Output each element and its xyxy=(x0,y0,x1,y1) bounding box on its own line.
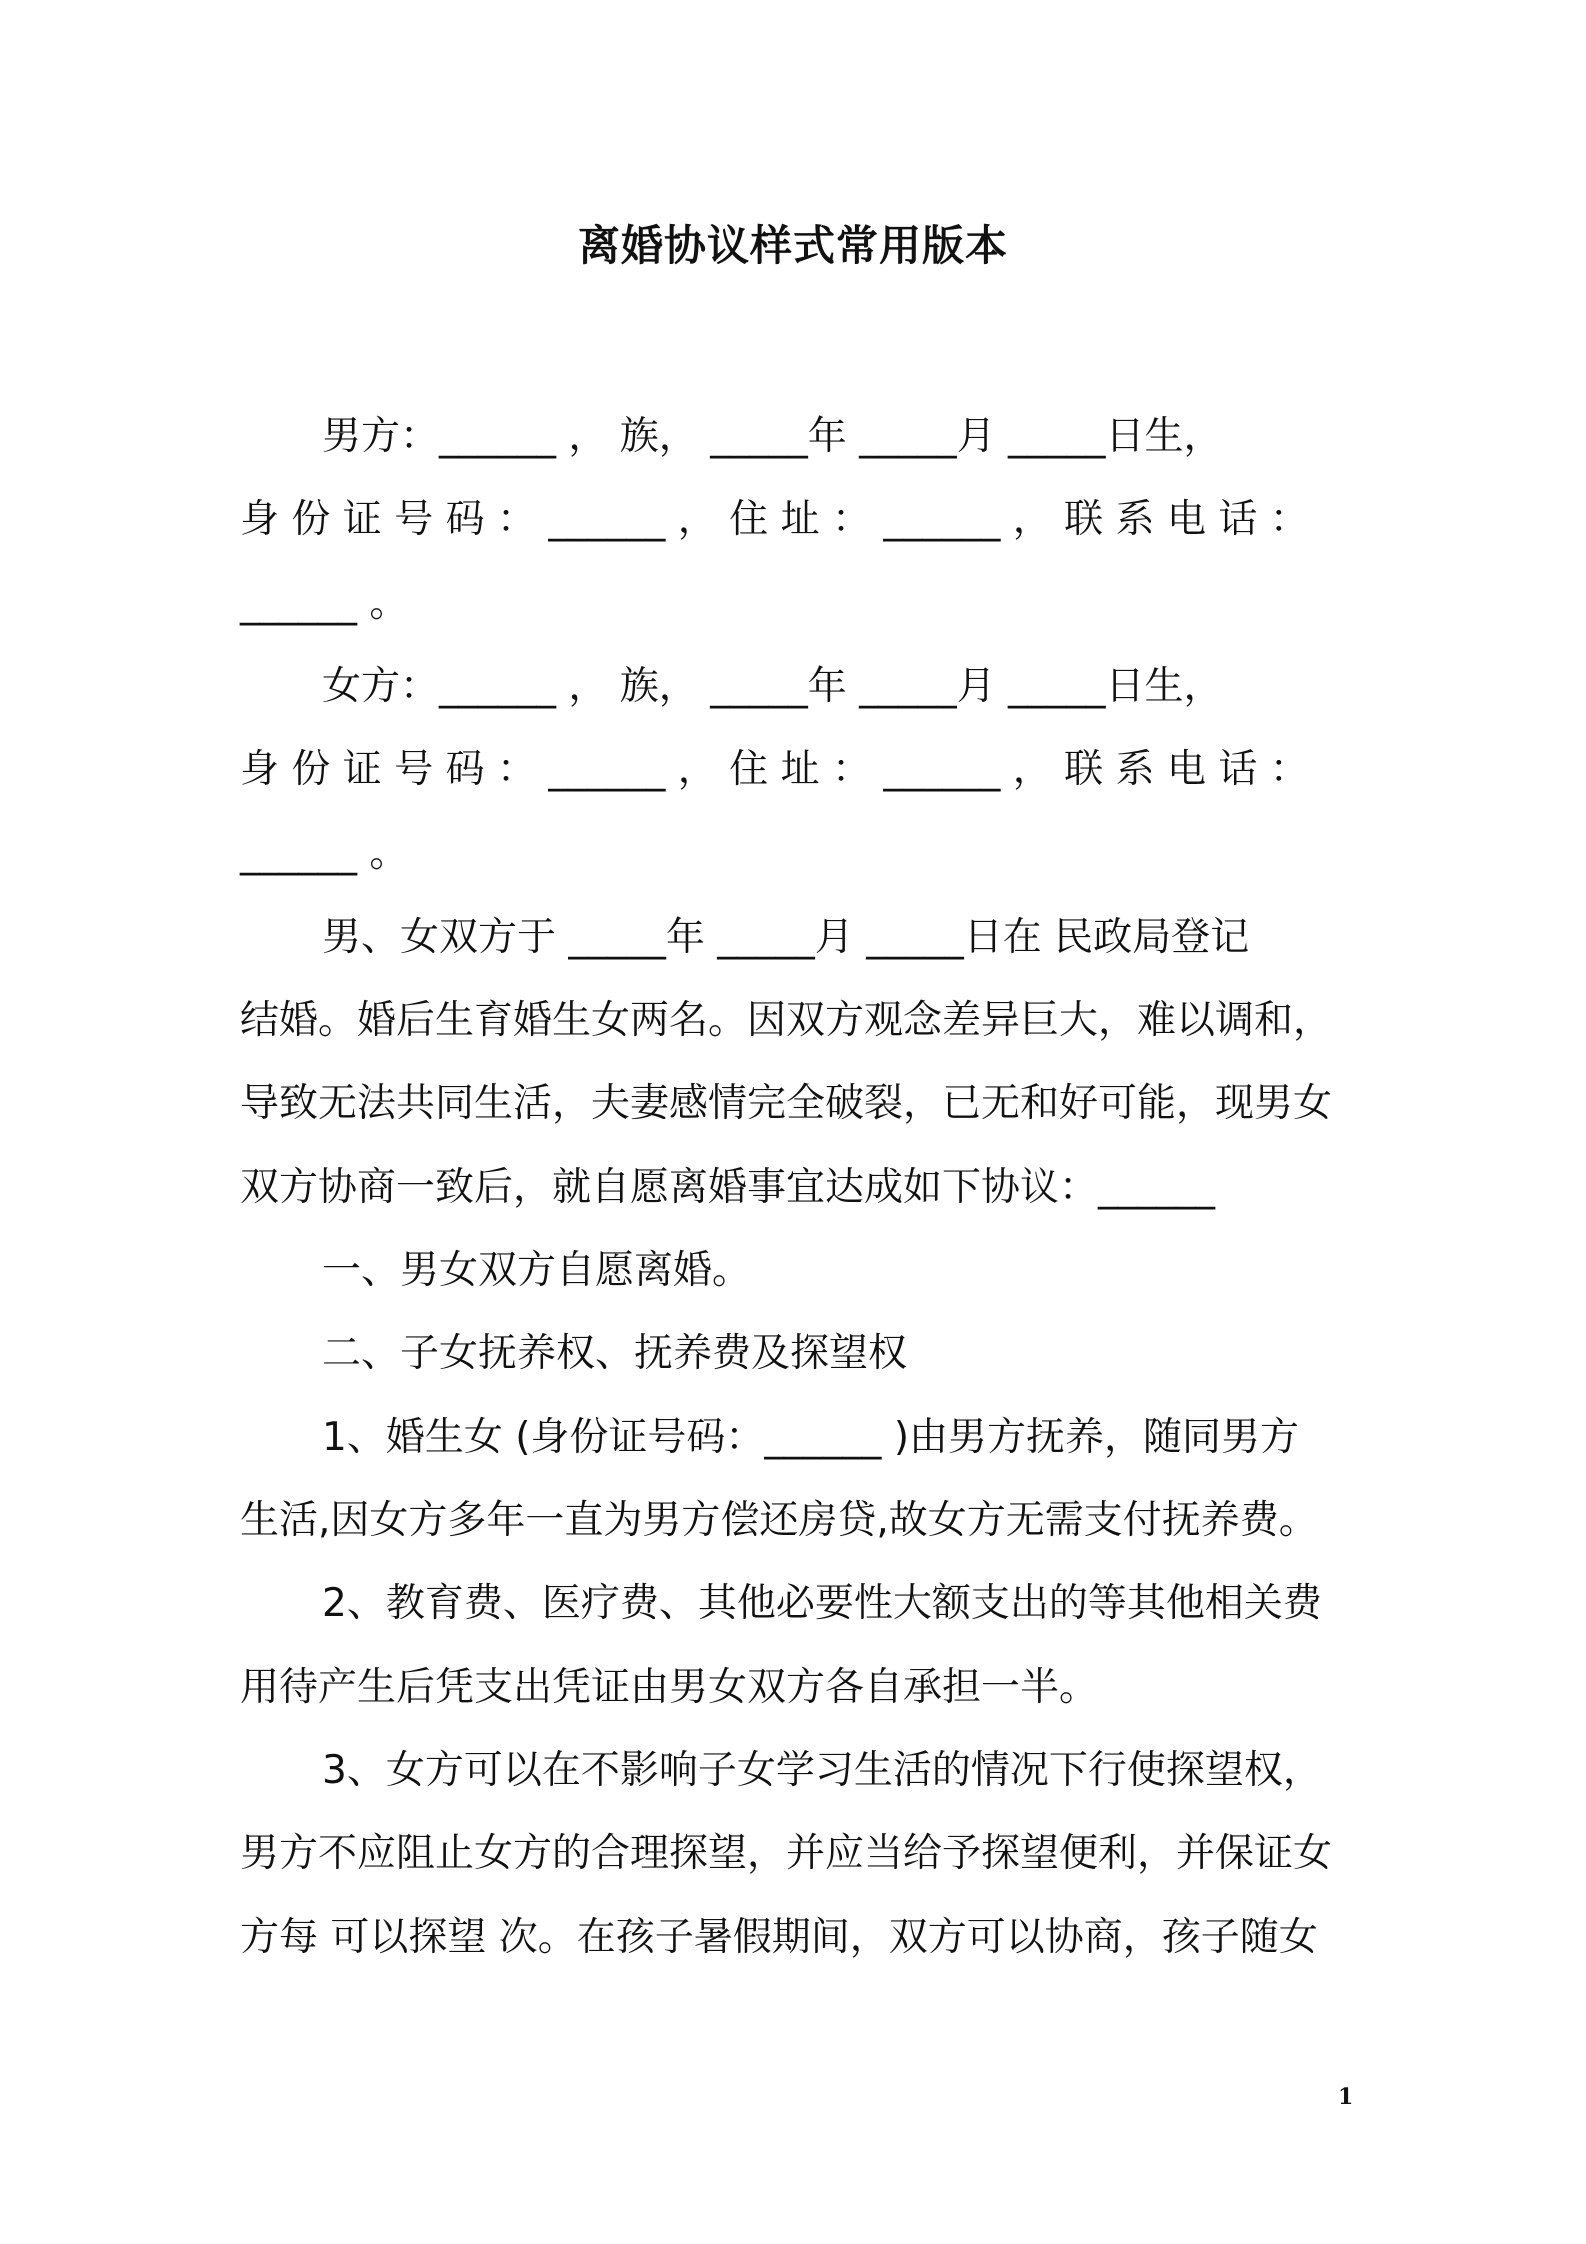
marriage-paragraph-line: 导致无法共同生活，夫妻感情完全破裂，已无和好可能，现男女 xyxy=(240,1081,1333,1126)
male-id-address-line: 身 份 证 号 码 ： ______ ， 住 址 ： ______ ， 联 系 电 话 ： xyxy=(240,497,1309,542)
clause-two-heading: 二、子女抚养权、抚养费及探望权 xyxy=(322,1331,908,1376)
marriage-paragraph-line: 男、女双方于 _____年 _____月 _____日在 民政局登记 xyxy=(322,915,1250,960)
page-number: 1 xyxy=(1338,2084,1354,2110)
marriage-paragraph-line: 结婚。婚后生育婚生女两名。因双方观念差异巨大，难以调和， xyxy=(240,998,1333,1043)
clause-two-item-2-line: 2、教育费、医疗费、其他必要性大额支出的等其他相关费 xyxy=(322,1581,1322,1626)
female-id-address-line: 身 份 证 号 码 ： ______ ， 住 址 ： ______ ， 联 系 电 话 ： xyxy=(240,747,1309,792)
clause-two-item-1-line: 1、婚生女 (身份证号码：______ )由男方抚养，随同男方 xyxy=(322,1415,1300,1460)
male-phone-line: ______ 。 xyxy=(240,581,409,626)
female-phone-line: ______ 。 xyxy=(240,831,409,876)
clause-two-item-3-line: 方每 可以探望 次。在孩子暑假期间，双方可以协商，孩子随女 xyxy=(240,1915,1318,1960)
female-party-line: 女方：______ ， 族， _____年 _____月 _____日生， xyxy=(322,664,1223,709)
document-title: 离婚协议样式常用版本 xyxy=(577,221,1008,270)
male-party-line: 男方：______ ， 族， _____年 _____月 _____日生， xyxy=(322,414,1223,459)
clause-two-item-3-line: 男方不应阻止女方的合理探望，并应当给予探望便利，并保证女 xyxy=(240,1831,1333,1876)
clause-one: 一、男女双方自愿离婚。 xyxy=(322,1248,752,1293)
marriage-paragraph-line: 双方协商一致后，就自愿离婚事宜达成如下协议：______ xyxy=(240,1165,1216,1210)
clause-two-item-3-line: 3、女方可以在不影响子女学习生活的情况下行使探望权， xyxy=(322,1748,1322,1793)
clause-two-item-1-line: 生活,因女方多年一直为男方偿还房贷,故女方无需支付抚养费。 xyxy=(240,1498,1318,1543)
clause-two-item-2-line: 用待产生后凭支出凭证由男女双方各自承担一半。 xyxy=(240,1665,1099,1710)
